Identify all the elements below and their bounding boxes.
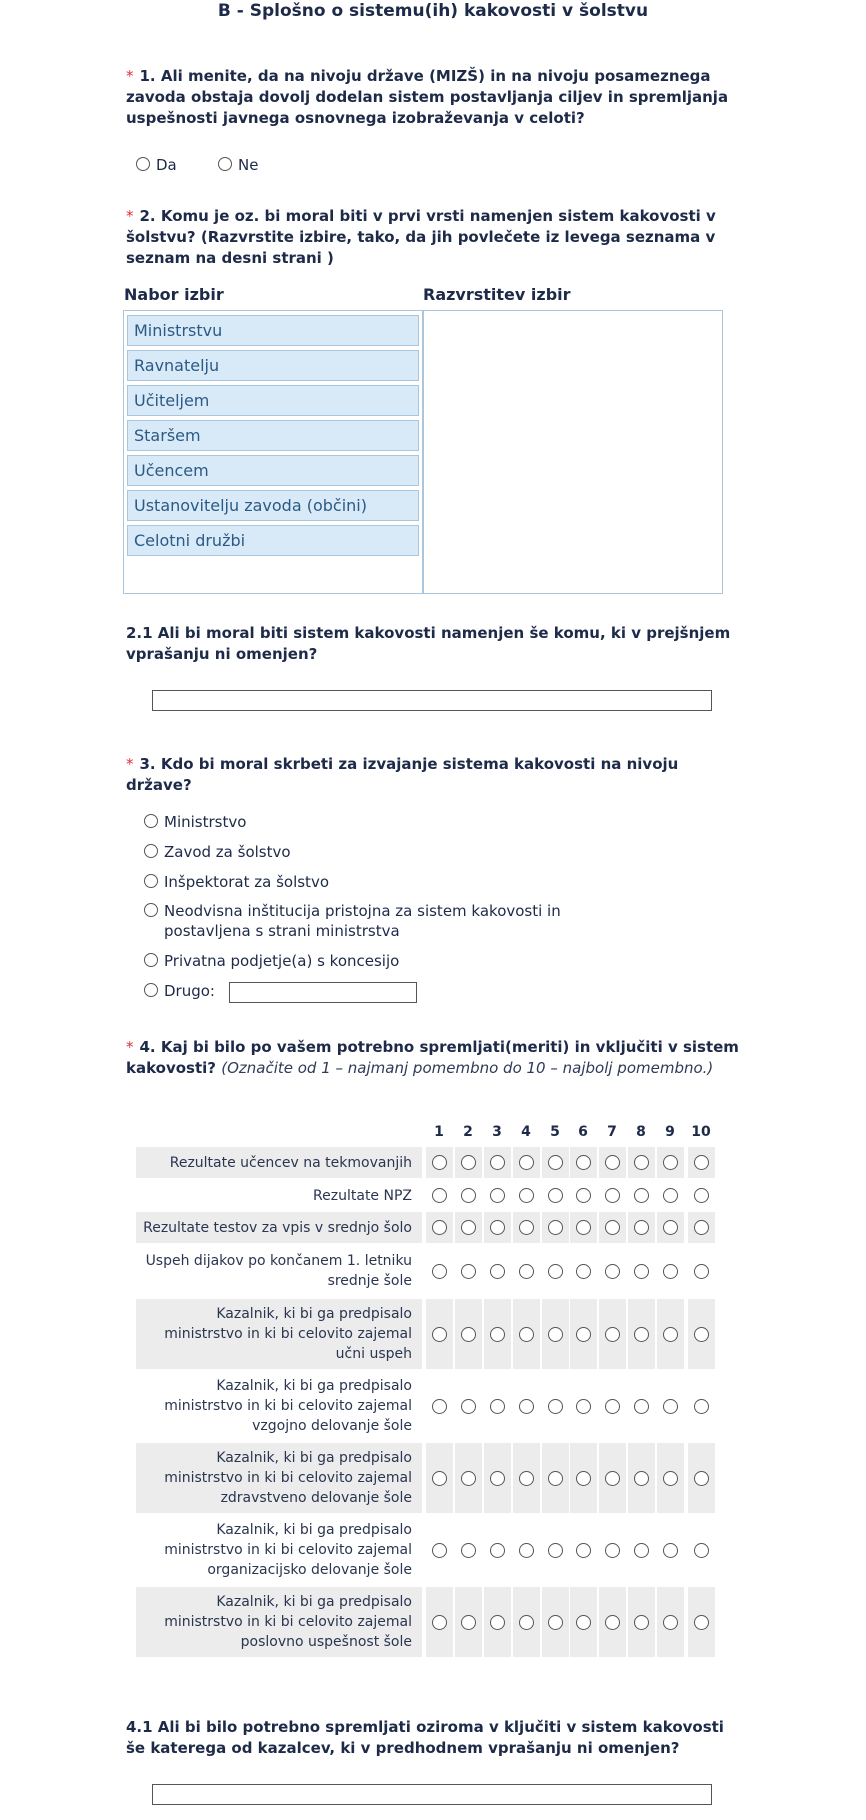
matrix-cell-5[interactable] <box>542 1515 569 1585</box>
radio-button[interactable] <box>461 1471 476 1486</box>
matrix-row-label <box>136 1180 422 1211</box>
radio-button[interactable] <box>663 1471 678 1486</box>
radio-button[interactable] <box>634 1543 649 1558</box>
ranking-item-ucencem[interactable]: Učencem <box>127 455 419 486</box>
required-marker: * <box>126 207 134 225</box>
matrix-cell-2[interactable] <box>455 1443 482 1513</box>
option-label: Da <box>156 156 177 174</box>
radio-button[interactable] <box>519 1399 534 1414</box>
question-1 <box>126 66 746 129</box>
matrix-cell-8[interactable] <box>628 1180 655 1211</box>
matrix-cell-5[interactable] <box>542 1371 569 1441</box>
matrix-cell-9[interactable] <box>657 1212 684 1243</box>
matrix-cell-4[interactable] <box>513 1371 540 1441</box>
radio-button[interactable] <box>461 1543 476 1558</box>
option-label: Inšpektorat za šolstvo <box>164 873 329 891</box>
radio-button[interactable] <box>144 844 158 858</box>
radio-button[interactable] <box>548 1188 563 1203</box>
matrix-cell-1[interactable] <box>426 1515 453 1585</box>
matrix-row-label-text: Kazalnik, ki bi ga predpisalo ministrstvo in ki bi celovito zajemal zdravstveno delovanje šole <box>164 1450 412 1506</box>
radio-button[interactable] <box>490 1471 505 1486</box>
question-2-1: 2.1 Ali bi moral biti sistem kakovosti namenjen še komu, ki v prejšnjem vprašanju ni omenjen? <box>126 624 731 663</box>
radio-button[interactable] <box>694 1399 709 1414</box>
matrix-cell-10[interactable] <box>688 1515 715 1585</box>
matrix-cell-4[interactable] <box>513 1443 540 1513</box>
radio-button[interactable] <box>144 903 158 917</box>
radio-button[interactable] <box>605 1327 620 1342</box>
matrix-cell-6[interactable] <box>570 1212 597 1243</box>
matrix-cell-2[interactable] <box>455 1371 482 1441</box>
matrix-row-label-text: Kazalnik, ki bi ga predpisalo ministrstvo in ki bi celovito zajemal vzgojno delovanje šole <box>164 1378 412 1434</box>
matrix-cell-3[interactable] <box>484 1371 511 1441</box>
matrix-cell-6[interactable] <box>570 1371 597 1441</box>
radio-button[interactable] <box>490 1220 505 1235</box>
matrix-cell-3[interactable] <box>484 1515 511 1585</box>
radio-button[interactable] <box>136 157 150 171</box>
matrix-row-label-text: Kazalnik, ki bi ga predpisalo ministrstvo in ki bi celovito zajemal poslovno uspešnost šole <box>164 1594 412 1650</box>
matrix-cell-4[interactable] <box>513 1245 540 1297</box>
matrix-cell-1[interactable] <box>426 1299 453 1369</box>
q3-option-ministrstvo[interactable] <box>144 812 704 834</box>
question-3-text: 3. Kdo bi moral skrbeti za izvajanje sistema kakovosti na nivoju države? <box>126 755 679 794</box>
matrix-cell-1[interactable] <box>426 1147 453 1178</box>
matrix-row-label <box>136 1587 422 1657</box>
radio-button[interactable] <box>432 1188 447 1203</box>
q4-1-text-input[interactable] <box>152 1784 712 1805</box>
matrix-cell-2[interactable] <box>455 1299 482 1369</box>
radio-button[interactable] <box>461 1220 476 1235</box>
radio-button[interactable] <box>694 1155 709 1170</box>
option-label: Ne <box>238 156 259 174</box>
matrix-cell-4[interactable] <box>513 1147 540 1178</box>
radio-button[interactable] <box>548 1543 563 1558</box>
matrix-cell-1[interactable] <box>426 1587 453 1657</box>
matrix-cell-9[interactable] <box>657 1443 684 1513</box>
ranking-item-ravnatelju[interactable]: Ravnatelju <box>127 350 419 381</box>
radio-button[interactable] <box>576 1264 591 1279</box>
radio-button[interactable] <box>694 1615 709 1630</box>
matrix-cell-1[interactable] <box>426 1371 453 1441</box>
matrix-row-label-text: Rezultate NPZ <box>313 1187 412 1204</box>
page-title: B - Splošno o sistemu(ih) kakovosti v šolstvu <box>217 1 649 21</box>
matrix-cell-10[interactable] <box>688 1245 715 1297</box>
matrix-cell-10[interactable] <box>688 1587 715 1657</box>
radio-button[interactable] <box>576 1399 591 1414</box>
matrix-cell-10[interactable] <box>688 1299 715 1369</box>
radio-button[interactable] <box>519 1543 534 1558</box>
question-4-1: 4.1 Ali bi bilo potrebno spremljati oziroma v ključiti v sistem kakovosti še katerega od kazalcev, ki v predhodnem vprašanju ni omenjen? <box>126 1718 724 1757</box>
scale-label-2: 2 <box>463 1124 473 1140</box>
matrix-cell-6[interactable] <box>570 1147 597 1178</box>
radio-button[interactable] <box>144 953 158 967</box>
matrix-cell-6[interactable] <box>570 1443 597 1513</box>
radio-button[interactable] <box>432 1471 447 1486</box>
matrix-cell-7[interactable] <box>599 1371 626 1441</box>
radio-button[interactable] <box>548 1327 563 1342</box>
matrix-row <box>136 1245 718 1297</box>
q3-option-zavod[interactable] <box>144 842 704 864</box>
radio-button[interactable] <box>519 1471 534 1486</box>
scale-label-5: 5 <box>550 1124 560 1140</box>
matrix-cell-6[interactable] <box>570 1587 597 1657</box>
matrix-cell-5[interactable] <box>542 1212 569 1243</box>
matrix-row-label <box>136 1371 422 1441</box>
matrix-cell-9[interactable] <box>657 1515 684 1585</box>
q1-option-ne[interactable] <box>218 155 288 177</box>
radio-button[interactable] <box>605 1399 620 1414</box>
radio-button[interactable] <box>490 1615 505 1630</box>
radio-button[interactable] <box>461 1399 476 1414</box>
matrix-cell-9[interactable] <box>657 1587 684 1657</box>
matrix-cell-5[interactable] <box>542 1299 569 1369</box>
radio-button[interactable] <box>694 1543 709 1558</box>
matrix-row <box>136 1147 718 1178</box>
scale-label-1: 1 <box>434 1124 444 1140</box>
matrix-cell-10[interactable] <box>688 1371 715 1441</box>
radio-button[interactable] <box>605 1264 620 1279</box>
radio-button[interactable] <box>432 1264 447 1279</box>
radio-button[interactable] <box>694 1220 709 1235</box>
matrix-cell-5[interactable] <box>542 1245 569 1297</box>
matrix-cell-7[interactable] <box>599 1299 626 1369</box>
required-marker: * <box>126 755 134 773</box>
matrix-row-label-text: Kazalnik, ki bi ga predpisalo ministrstvo in ki bi celovito zajemal organizacijsko delovanje šole <box>164 1522 412 1578</box>
radio-button[interactable] <box>576 1615 591 1630</box>
radio-button[interactable] <box>634 1615 649 1630</box>
radio-button[interactable] <box>461 1188 476 1203</box>
matrix-row-label <box>136 1299 422 1369</box>
q3-other-input[interactable] <box>229 982 417 1003</box>
required-marker: * <box>126 1038 134 1056</box>
matrix-cell-2[interactable] <box>455 1180 482 1211</box>
matrix-cell-6[interactable] <box>570 1515 597 1585</box>
radio-button[interactable] <box>576 1188 591 1203</box>
ranking-item-starsem[interactable]: Staršem <box>127 420 419 451</box>
question-1-text: 1. Ali menite, da na nivoju države (MIZŠ) in na nivoju posameznega zavoda obstaja dovolj dodelan sistem postavljanja ciljev in spremljanja uspešnosti javnega osnovnega izobraževanja v celoti? <box>126 67 729 127</box>
ranking-target-list[interactable] <box>423 310 723 594</box>
ranking-source-list[interactable] <box>123 310 423 594</box>
ranking-source-header: Nabor izbir <box>124 285 224 304</box>
matrix-cell-5[interactable] <box>542 1180 569 1211</box>
matrix-cell-10[interactable] <box>688 1147 715 1178</box>
matrix-cell-4[interactable] <box>513 1515 540 1585</box>
ranking-item-ustanovitelju[interactable]: Ustanovitelju zavoda (občini) <box>127 490 419 521</box>
radio-button[interactable] <box>634 1188 649 1203</box>
matrix-cell-9[interactable] <box>657 1245 684 1297</box>
matrix-row <box>136 1443 718 1513</box>
matrix-cell-9[interactable] <box>657 1371 684 1441</box>
radio-button[interactable] <box>663 1220 678 1235</box>
matrix-cell-8[interactable] <box>628 1299 655 1369</box>
matrix-cell-2[interactable] <box>455 1212 482 1243</box>
radio-button[interactable] <box>576 1471 591 1486</box>
radio-button[interactable] <box>605 1220 620 1235</box>
matrix-cell-3[interactable] <box>484 1212 511 1243</box>
matrix-row-label <box>136 1147 422 1178</box>
matrix-cell-6[interactable] <box>570 1299 597 1369</box>
scale-label-6: 6 <box>578 1124 588 1140</box>
matrix-cell-3[interactable] <box>484 1443 511 1513</box>
matrix-row <box>136 1212 718 1243</box>
ranking-item-celotni-druzbi[interactable]: Celotni družbi <box>127 525 419 556</box>
ranking-target-header: Razvrstitev izbir <box>423 285 571 304</box>
matrix-cell-5[interactable] <box>542 1443 569 1513</box>
q2-1-text-input[interactable] <box>152 690 712 711</box>
matrix-cell-7[interactable] <box>599 1180 626 1211</box>
radio-button[interactable] <box>548 1155 563 1170</box>
radio-button[interactable] <box>519 1220 534 1235</box>
radio-button[interactable] <box>634 1327 649 1342</box>
radio-button[interactable] <box>576 1220 591 1235</box>
radio-button[interactable] <box>519 1155 534 1170</box>
radio-button[interactable] <box>461 1155 476 1170</box>
matrix-row <box>136 1299 718 1369</box>
question-2 <box>126 206 746 269</box>
radio-button[interactable] <box>634 1264 649 1279</box>
radio-button[interactable] <box>461 1327 476 1342</box>
matrix-cell-10[interactable] <box>688 1212 715 1243</box>
matrix-cell-10[interactable] <box>688 1443 715 1513</box>
matrix-cell-2[interactable] <box>455 1515 482 1585</box>
matrix-cell-2[interactable] <box>455 1147 482 1178</box>
radio-button[interactable] <box>663 1399 678 1414</box>
matrix-cell-8[interactable] <box>628 1212 655 1243</box>
radio-button[interactable] <box>519 1188 534 1203</box>
matrix-row-label <box>136 1245 422 1297</box>
radio-button[interactable] <box>218 157 232 171</box>
q3-option-privatna[interactable] <box>144 951 704 973</box>
matrix-cell-3[interactable] <box>484 1147 511 1178</box>
radio-button[interactable] <box>432 1543 447 1558</box>
q3-option-drugo[interactable] <box>144 981 234 1003</box>
radio-button[interactable] <box>548 1220 563 1235</box>
matrix-cell-7[interactable] <box>599 1515 626 1585</box>
radio-button[interactable] <box>605 1615 620 1630</box>
matrix-cell-2[interactable] <box>455 1245 482 1297</box>
matrix-cell-4[interactable] <box>513 1587 540 1657</box>
radio-button[interactable] <box>490 1264 505 1279</box>
matrix-cell-8[interactable] <box>628 1515 655 1585</box>
radio-button[interactable] <box>490 1155 505 1170</box>
option-label: Neodvisna inštitucija pristojna za sistem kakovosti in postavljena s strani ministrstva <box>164 902 561 940</box>
radio-button[interactable] <box>519 1264 534 1279</box>
radio-button[interactable] <box>605 1543 620 1558</box>
radio-button[interactable] <box>694 1264 709 1279</box>
radio-button[interactable] <box>634 1220 649 1235</box>
radio-button[interactable] <box>663 1155 678 1170</box>
radio-button[interactable] <box>432 1327 447 1342</box>
question-3 <box>126 754 746 796</box>
radio-button[interactable] <box>490 1399 505 1414</box>
scale-label-3: 3 <box>492 1124 502 1140</box>
matrix-cell-9[interactable] <box>657 1147 684 1178</box>
scale-label-8: 8 <box>636 1124 646 1140</box>
scale-label-4: 4 <box>521 1124 531 1140</box>
radio-button[interactable] <box>576 1543 591 1558</box>
matrix-cell-7[interactable] <box>599 1443 626 1513</box>
option-label: Drugo: <box>164 982 215 1000</box>
matrix-cell-3[interactable] <box>484 1180 511 1211</box>
matrix-cell-4[interactable] <box>513 1299 540 1369</box>
radio-button[interactable] <box>144 874 158 888</box>
matrix-cell-7[interactable] <box>599 1587 626 1657</box>
matrix-cell-5[interactable] <box>542 1587 569 1657</box>
matrix-cell-5[interactable] <box>542 1147 569 1178</box>
matrix-row-label-text: Rezultate testov za vpis v srednjo šolo <box>143 1219 412 1236</box>
radio-button[interactable] <box>663 1615 678 1630</box>
q3-option-inspektorat[interactable] <box>144 872 704 894</box>
scale-label-10: 10 <box>691 1124 711 1140</box>
option-label: Privatna podjetje(a) s koncesijo <box>164 952 400 970</box>
matrix-cell-7[interactable] <box>599 1147 626 1178</box>
radio-button[interactable] <box>694 1471 709 1486</box>
radio-button[interactable] <box>663 1264 678 1279</box>
ranking-item-uciteljem[interactable]: Učiteljem <box>127 385 419 416</box>
radio-button[interactable] <box>576 1155 591 1170</box>
radio-button[interactable] <box>576 1327 591 1342</box>
radio-button[interactable] <box>605 1188 620 1203</box>
matrix-row-label <box>136 1212 422 1243</box>
radio-button[interactable] <box>519 1327 534 1342</box>
ranking-item-ministrstvu[interactable]: Ministrstvu <box>127 315 419 346</box>
radio-button[interactable] <box>490 1543 505 1558</box>
q1-option-da[interactable] <box>136 155 206 177</box>
matrix-row-label <box>136 1443 422 1513</box>
matrix-cell-8[interactable] <box>628 1371 655 1441</box>
matrix-cell-3[interactable] <box>484 1245 511 1297</box>
matrix-cell-6[interactable] <box>570 1245 597 1297</box>
matrix-cell-9[interactable] <box>657 1299 684 1369</box>
matrix-row <box>136 1180 718 1211</box>
matrix-row-label-text: Rezultate učencev na tekmovanjih <box>169 1154 412 1171</box>
question-4 <box>126 1037 746 1079</box>
matrix-cell-3[interactable] <box>484 1299 511 1369</box>
radio-button[interactable] <box>605 1471 620 1486</box>
question-4-text: 4. Kaj bi bilo po vašem potrebno spremljati(meriti) in vključiti v sistem kakovosti? <box>126 1038 739 1077</box>
radio-button[interactable] <box>634 1155 649 1170</box>
matrix-cell-8[interactable] <box>628 1587 655 1657</box>
matrix-row-label-text: Uspeh dijakov po končanem 1. letniku srednje šole <box>145 1253 412 1289</box>
matrix-cell-7[interactable] <box>599 1245 626 1297</box>
radio-button[interactable] <box>490 1327 505 1342</box>
matrix-row-label-text: Kazalnik, ki bi ga predpisalo ministrstvo in ki bi celovito zajemal učni uspeh <box>164 1306 412 1362</box>
matrix-cell-4[interactable] <box>513 1180 540 1211</box>
radio-button[interactable] <box>663 1543 678 1558</box>
radio-button[interactable] <box>605 1155 620 1170</box>
option-label: Ministrstvo <box>164 813 247 831</box>
matrix-cell-9[interactable] <box>657 1180 684 1211</box>
radio-button[interactable] <box>694 1188 709 1203</box>
question-4-note: (Označite od 1 – najmanj pomembno do 10 – najbolj pomembno.) <box>221 1059 714 1077</box>
radio-button[interactable] <box>663 1188 678 1203</box>
radio-button[interactable] <box>461 1615 476 1630</box>
matrix-row-label <box>136 1515 422 1585</box>
matrix-cell-3[interactable] <box>484 1587 511 1657</box>
scale-label-9: 9 <box>665 1124 675 1140</box>
matrix-cell-1[interactable] <box>426 1245 453 1297</box>
radio-button[interactable] <box>432 1220 447 1235</box>
matrix-cell-8[interactable] <box>628 1245 655 1297</box>
option-label: Zavod za šolstvo <box>164 843 291 861</box>
matrix-cell-10[interactable] <box>688 1180 715 1211</box>
matrix-cell-8[interactable] <box>628 1443 655 1513</box>
radio-button[interactable] <box>634 1399 649 1414</box>
matrix-cell-1[interactable] <box>426 1443 453 1513</box>
radio-button[interactable] <box>432 1615 447 1630</box>
matrix-cell-1[interactable] <box>426 1180 453 1211</box>
matrix-cell-6[interactable] <box>570 1180 597 1211</box>
matrix-row <box>136 1515 718 1585</box>
matrix-row <box>136 1371 718 1441</box>
required-marker: * <box>126 67 134 85</box>
matrix-cell-1[interactable] <box>426 1212 453 1243</box>
radio-button[interactable] <box>490 1188 505 1203</box>
matrix-cell-8[interactable] <box>628 1147 655 1178</box>
radio-button[interactable] <box>548 1264 563 1279</box>
radio-button[interactable] <box>548 1471 563 1486</box>
radio-button[interactable] <box>548 1399 563 1414</box>
radio-button[interactable] <box>432 1399 447 1414</box>
radio-button[interactable] <box>432 1155 447 1170</box>
scale-label-7: 7 <box>607 1124 617 1140</box>
matrix-cell-4[interactable] <box>513 1212 540 1243</box>
radio-button[interactable] <box>548 1615 563 1630</box>
q3-option-neodvisna[interactable] <box>144 901 624 943</box>
radio-button[interactable] <box>663 1327 678 1342</box>
radio-button[interactable] <box>519 1615 534 1630</box>
radio-button[interactable] <box>461 1264 476 1279</box>
matrix-row <box>136 1587 718 1657</box>
matrix-cell-2[interactable] <box>455 1587 482 1657</box>
radio-button[interactable] <box>144 983 158 997</box>
radio-button[interactable] <box>144 814 158 828</box>
radio-button[interactable] <box>694 1327 709 1342</box>
radio-button[interactable] <box>634 1471 649 1486</box>
question-2-text: 2. Komu je oz. bi moral biti v prvi vrsti namenjen sistem kakovosti v šolstvu? (Razvrstite izbire, tako, da jih povlečete iz levega seznama v seznam na desni strani ) <box>126 207 716 267</box>
matrix-cell-7[interactable] <box>599 1212 626 1243</box>
